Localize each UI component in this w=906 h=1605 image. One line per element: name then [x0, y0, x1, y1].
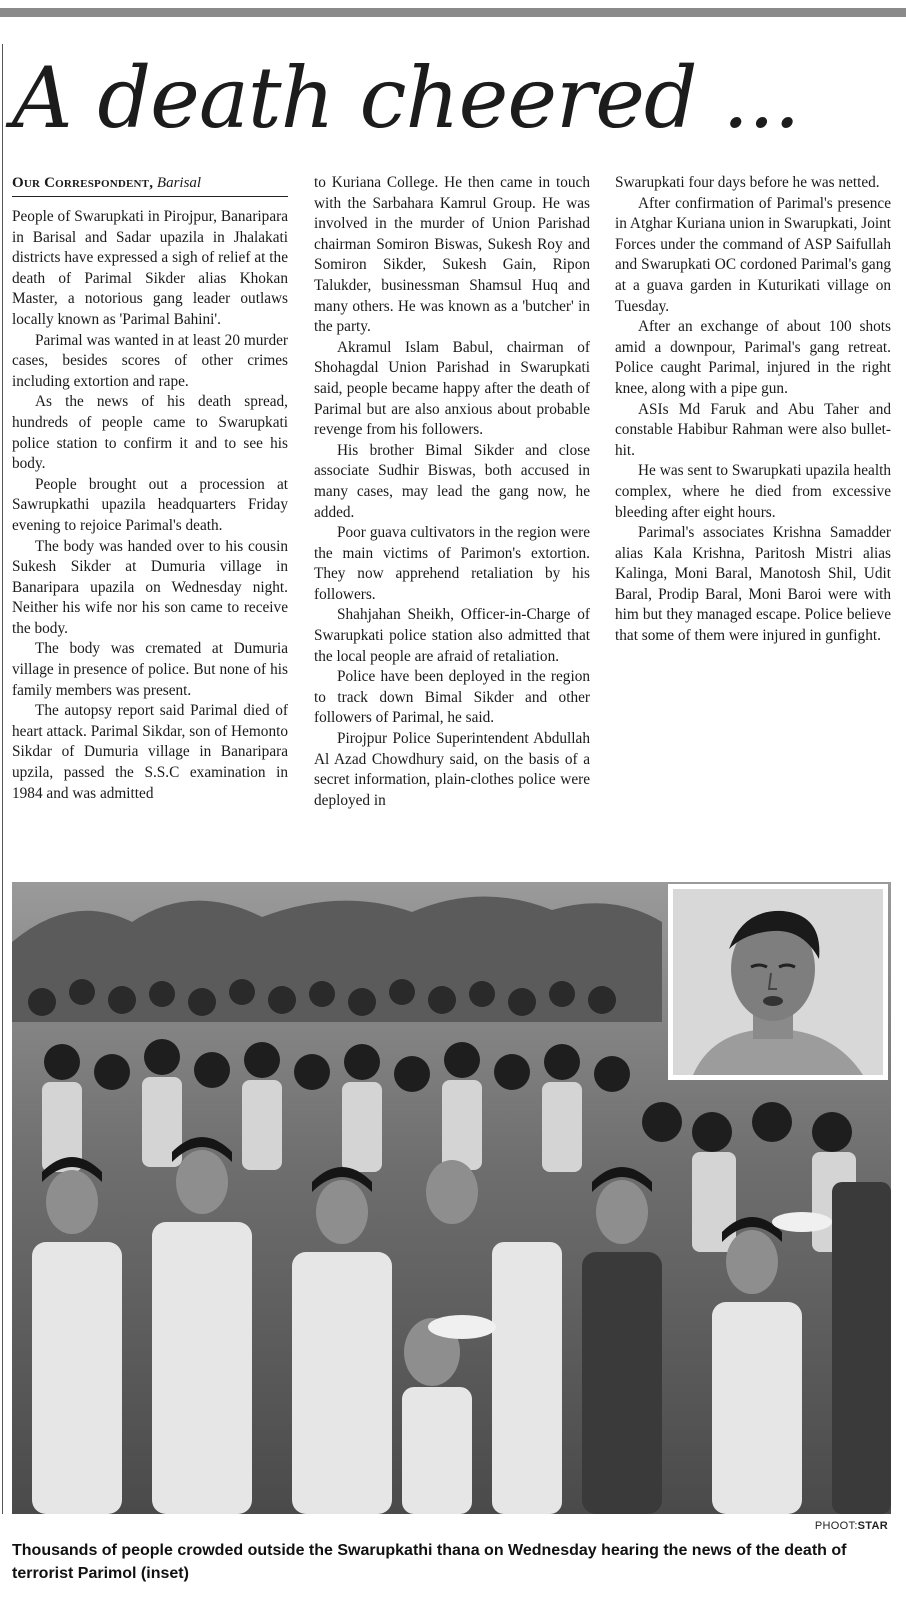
paragraph: ASIs Md Faruk and Abu Taher and constable Habibur Rahman were also bullet-hit. [615, 400, 891, 459]
paragraph: The body was cremated at Dumuria village in presence of police. But none of his family members was present. [12, 640, 288, 699]
paragraph: Shahjahan Sheikh, Officer-in-Charge of Swarupkati police station also admitted that the local people are afraid of retaliation. [314, 606, 590, 665]
paragraph: Poor guava cultivators in the region were the main victims of Parimon's extortion. They now apprehend retaliation by his followers. [314, 524, 590, 603]
column-3 [615, 173, 891, 647]
byline-place: Barisal [156, 175, 202, 191]
paragraph: Pirojpur Police Superintendent Abdullah Al Azad Chowdhury said, on the basis of a secret information, plain-clothes police were deployed in [314, 730, 590, 809]
photo-credit-prefix: PHOOT: [814, 1520, 858, 1532]
left-column-rule [2, 44, 3, 1514]
byline [12, 173, 288, 197]
paragraph: Parimal was wanted in at least 20 murder cases, besides scores of other crimes including extortion and rape. [12, 331, 288, 390]
paragraph: After confirmation of Parimal's presence in Atghar Kuriana union in Swarupkati, Joint Forces under the command of ASP Saifullah and Swarupkati OC cordoned Parimal's gang at a guava garden in Kuturikati village on Tuesday. [615, 194, 891, 315]
paragraph: His brother Bimal Sikder and close associate Sudhir Biswas, both accused in many cases, may lead the gang now, he added. [314, 441, 590, 521]
paragraph: After an exchange of about 100 shots amid a downpour, Parimal's gang retreat. Police caught Parimal, injured in the right knee, along with a pipe gun. [615, 318, 891, 397]
top-rule [0, 8, 906, 17]
headline: A death cheered ... [12, 49, 800, 147]
photo-credit-source: STAR [857, 1520, 888, 1532]
paragraph: As the news of his death spread, hundreds of people came to Swarupkati police station to confirm it and to see his body. [12, 393, 288, 473]
photo-credit [815, 1520, 888, 1532]
byline-name: Our Correspondent, [12, 175, 154, 191]
paragraph: Akramul Islam Babul, chairman of Shohagdal Union Parishad in Swarupkati said, people became happy after the death of Parimal but are also anxious about probable revenge from his followers. [314, 338, 590, 439]
column-1 [12, 173, 288, 804]
paragraph: Parimal's associates Krishna Samadder alias Kala Krishna, Paritosh Mistri alias Kalinga, Moni Baral, Manotosh Shil, Udit Baral, Prodip Baral, Moni Baroi were with him but they managed escape. Police believe that some of them were injured in gunfight. [615, 524, 891, 645]
paragraph: People of Swarupkati in Pirojpur, Banaripara in Barisal and Sadar upazila in Jhalakati districts have expressed a sigh of relief at the death of Parimal Sikder alias Khokan Master, a notorious gang leader outlaws locally known as 'Parimal Bahini'. [12, 208, 288, 328]
paragraph-continued: Swarupkati four days before he was netted. [615, 174, 880, 191]
paragraph: The autopsy report said Parimal died of heart attack. Parimal Sikdar, son of Hemonto Sikdar of Dumuria village in Banaripara upzila, passed the S.S.C examination in 1984 and was admitted [12, 702, 288, 802]
photo-caption: Thousands of people crowded outside the Swarupkathi thana on Wednesday hearing the news of the death of terrorist Parimol (inset) [12, 1542, 847, 1582]
paragraph: Police have been deployed in the region to track down Bimal Sikder and other followers of Parimal, he said. [314, 668, 590, 727]
inset-photo [668, 884, 888, 1080]
paragraph-continued: to Kuriana College. He then came in touch with the Sarbahara Kamrul Group. He was involved in the murder of Union Parishad chairman Somiron Biswas, Sukesh Roy and Somiron Sikder, Sukesh Gain, Ripon Talukder, businessman Shamsul Huq and many others. He was known as a 'butcher' in the party. [314, 174, 590, 336]
paragraph: People brought out a procession at Sawrupkathi upazila headquarters Friday evening to rejoice Parimal's death. [12, 475, 288, 534]
column-2 [314, 173, 590, 811]
paragraph: The body was handed over to his cousin Sukesh Sikder at Dumuria village in Banaripara upazila on Wednesday night. Neither his wife nor his son came to receive the body. [12, 537, 288, 637]
paragraph: He was sent to Swarupkati upazila health complex, where he died from excessive bleeding after eight hours. [615, 462, 891, 521]
